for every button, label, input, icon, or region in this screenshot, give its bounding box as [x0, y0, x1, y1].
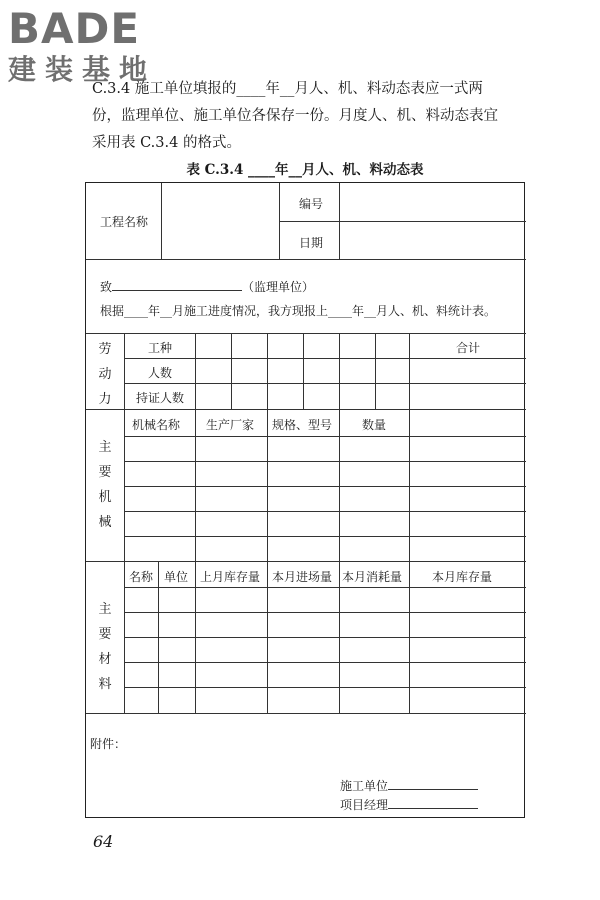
to-suffix: （监理单位） [242, 280, 315, 294]
material-name-header: 名称 [129, 570, 154, 584]
to-prefix: 致 [100, 280, 113, 294]
table-caption: 表 C.3.4 ____年__月人、机、料动态表 [186, 162, 424, 178]
intro-line: 采用表 C.3.4 的格式。 [92, 135, 241, 151]
row-divider [124, 358, 526, 359]
row-divider [124, 687, 526, 688]
project-name-label: 工程名称 [100, 215, 149, 229]
col-divider [267, 561, 268, 713]
row-divider [124, 536, 526, 537]
row-divider [124, 612, 526, 613]
contractor-blank [388, 777, 478, 790]
manager-blank [388, 796, 478, 809]
intro-line: C.3.4 施工单位填报的____年__月人、机、料动态表应一式两 [92, 81, 483, 97]
incoming-header: 本月进场量 [272, 570, 333, 584]
row-divider [124, 511, 526, 512]
col-divider [267, 409, 268, 561]
col-divider [267, 333, 268, 409]
labor-total-label: 合计 [456, 341, 481, 355]
col-divider [195, 333, 196, 409]
row-divider [124, 461, 526, 462]
quantity-header: 数量 [362, 418, 387, 432]
intro-paragraph [92, 76, 532, 157]
col-divider [161, 183, 162, 259]
row-divider [124, 637, 526, 638]
contractor-label: 施工单位 [340, 779, 389, 793]
row-divider [124, 486, 526, 487]
row-divider [124, 587, 526, 588]
bade-logo [8, 6, 178, 86]
row-divider [279, 221, 526, 222]
col-divider [409, 333, 410, 409]
attachment-label: 附件： [90, 737, 127, 751]
manager-line [340, 796, 478, 813]
col-divider [279, 183, 280, 259]
manufacturer-header: 生产厂家 [206, 418, 255, 432]
machinery-side-label: 主 要 机 械 [98, 440, 112, 530]
labor-side-label: 劳 动 力 [98, 342, 112, 407]
col-divider [339, 561, 340, 713]
dynamic-statistics-form [85, 182, 525, 818]
col-divider [124, 333, 125, 713]
col-divider [409, 561, 410, 713]
row-divider [86, 561, 526, 562]
row-divider [124, 436, 526, 437]
spec-model-header: 规格、型号 [272, 418, 333, 432]
contractor-line [340, 777, 478, 794]
unit-header: 单位 [164, 570, 189, 584]
date-label: 日期 [299, 236, 324, 250]
current-stock-header: 本月库存量 [432, 570, 493, 584]
headcount-label: 人数 [148, 366, 173, 380]
trade-label: 工种 [148, 341, 173, 355]
col-divider [195, 561, 196, 713]
addressee-line [100, 278, 314, 295]
col-divider [409, 409, 410, 561]
logo-chinese: 建装基地 [8, 53, 157, 86]
col-divider [231, 333, 232, 409]
col-divider [158, 561, 159, 713]
logo-wordmark: BADE [8, 4, 141, 53]
col-divider [339, 409, 340, 561]
page-number: 64 [93, 832, 114, 851]
machine-name-header: 机械名称 [132, 418, 181, 432]
materials-side-label: 主 要 材 料 [98, 602, 112, 692]
supervisor-blank [112, 278, 242, 291]
col-divider [195, 409, 196, 561]
col-divider [303, 333, 304, 409]
number-label: 编号 [299, 197, 324, 211]
row-divider [124, 662, 526, 663]
report-statement: 根据____年__月施工进度情况，我方现报上____年__月人、机、料统计表。 [100, 304, 497, 318]
row-divider [86, 713, 526, 714]
row-divider [124, 383, 526, 384]
manager-label: 项目经理 [340, 798, 389, 812]
certified-count-label: 持证人数 [136, 391, 185, 405]
consumption-header: 本月消耗量 [342, 570, 403, 584]
col-divider [339, 183, 340, 259]
row-divider [86, 333, 526, 334]
col-divider [339, 333, 340, 409]
row-divider [86, 409, 526, 410]
row-divider [86, 259, 526, 260]
last-month-stock-header: 上月库存量 [200, 570, 261, 584]
intro-line: 份，监理单位、施工单位各保存一份。月度人、机、料动态表宜 [92, 108, 498, 124]
col-divider [375, 333, 376, 409]
